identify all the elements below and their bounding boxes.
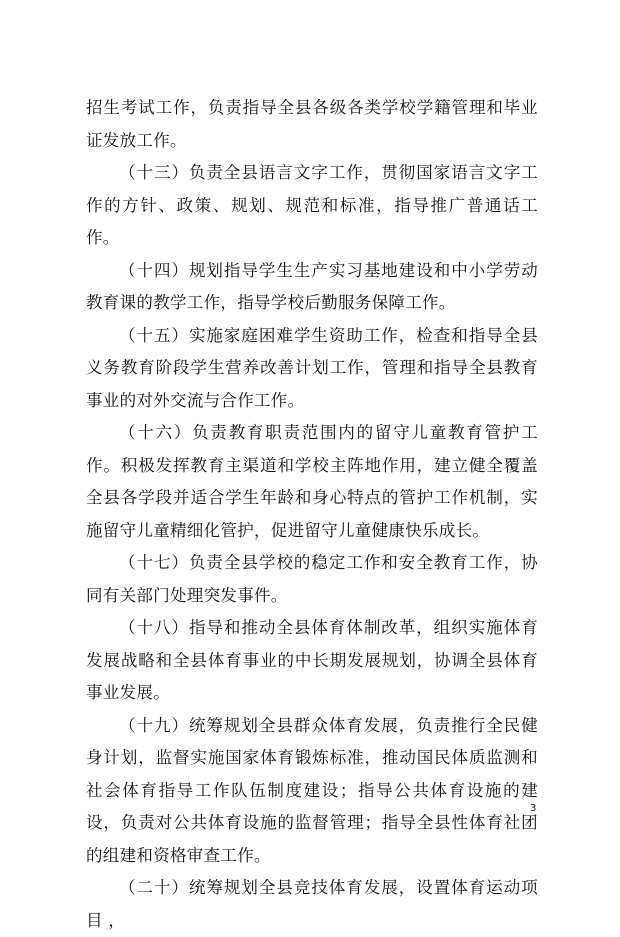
paragraph-item-16: （十六）负责教育职责范围内的留守儿童教育管护工作。积极发挥教育主渠道和学校主阵地作用，建立健全覆盖全县各学段并适合学生年龄和身心特点的管护工作机制，实施留守儿童精细化管护，促进留守儿童健康快乐成长。 [86, 423, 538, 540]
document-body [86, 92, 538, 937]
paragraph-continuation: 招生考试工作，负责指导全县各级各类学校学籍管理和毕业证发放工作。 [86, 98, 538, 150]
paragraph-item-15: （十五）实施家庭困难学生资助工作，检查和指导全县义务教育阶段学生营养改善计划工作，管理和指导全县教育事业的对外交流与合作工作。 [86, 325, 538, 410]
paragraph-item-17: （十七）负责全县学校的稳定工作和安全教育工作，协同有关部门处理突发事件。 [86, 553, 538, 605]
page-number: 3 [530, 803, 537, 814]
paragraph-item-20: （二十）统筹规划全县竞技体育发展，设置体育运动项目 ， [86, 878, 538, 930]
paragraph-item-19: （十九）统筹规划全县群众体育发展，负责推行全民健身计划，监督实施国家体育锻炼标准，推动国民体质监测和社会体育指导工作队伍制度建设；指导公共体育设施的建设，负责对公共体育设施的监督管理；指导全县性体育社团的组建和资格审查工作。 [86, 715, 538, 865]
paragraph-item-14: （十四）规划指导学生生产实习基地建设和中小学劳动教育课的教学工作，指导学校后勤服务保障工作。 [86, 260, 538, 312]
paragraph-item-18: （十八）指导和推动全县体育体制改革，组织实施体育发展战略和全县体育事业的中长期发展规划，协调全县体育事业发展。 [86, 618, 538, 702]
paragraph-item-13: （十三）负责全县语言文字工作，贯彻国家语言文字工作的方针、政策、规划、规范和标准，指导推广普通话工作。 [86, 163, 538, 247]
